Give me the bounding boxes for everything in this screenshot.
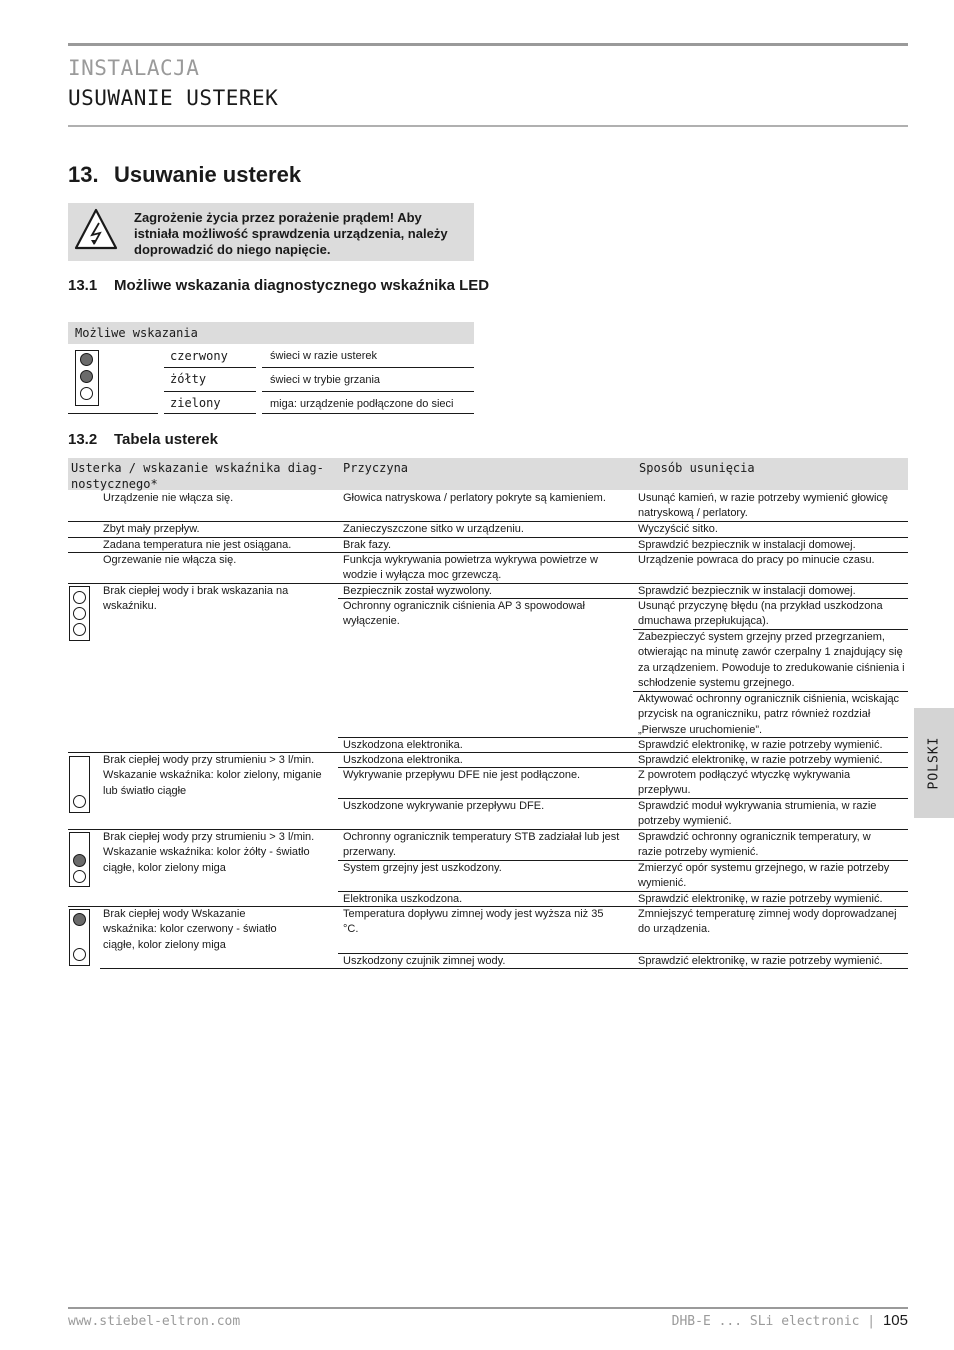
led-indicator-frame [75,350,99,406]
fault-cell: Ogrzewanie nie włącza się. [103,554,237,566]
header-title: USUWANIE USTEREK [68,86,279,110]
warning-box [68,203,474,261]
chapter-heading [68,162,301,188]
section-led-title: Możliwe wskazania diagnostycznego wskaźnika LED [114,277,490,294]
led-row-line [262,391,474,392]
cause-cell: Brak fazy. [343,539,392,551]
language-side-tab-label: POLSKI [926,736,942,790]
fault-cell: Zbyt mały przepływ. [103,523,200,535]
led-row-green-desc: miga: urządzenie podłączone do sieci [270,398,454,410]
remedy-cell: Sprawdzić bezpiecznik w instalacji domowej. [638,585,856,597]
remedy-cell: Sprawdzić moduł wykrywania strumienia, w razie potrzeby wymienić. [638,800,877,828]
led-row-line [164,413,256,414]
footer-product [672,1312,908,1329]
led-row-yellow-desc: świeci w trybie grzania [270,374,381,386]
header-line-top [68,43,908,46]
remedy-cell: Zmniejszyć temperaturę zimnej wody doprowadzanej do urządzenia. [638,908,897,936]
led-row-line [68,413,158,414]
footer-product-name: DHB-E ... SLi electronic | [671,1314,876,1329]
remedy-cell: Zmierzyć opór systemu grzejnego, w razie potrzeby wymienić. [638,862,890,890]
led-dot-green [73,870,86,883]
page-number: 105 [882,1312,908,1329]
section-led-number: 13.1 [68,277,98,294]
led-row-line [262,413,474,414]
led-row-line [164,391,256,392]
led-indicator-all-off [69,586,90,641]
remedy-cell: Sprawdzić elektronikę, w razie potrzeby wymienić. [638,893,883,905]
remedy-cell: Aktywować ochronny ogranicznik ciśnienia, wciskając przycisk na ograniczniku, patrz również rozdział „Pierwsze uruchomienie”. [638,693,900,736]
led-dot-green [73,948,86,961]
fault-cell: Urządzenie nie włącza się. [103,492,234,504]
cause-cell: Funkcja wykrywania powietrza wykrywa powietrze w wodzie i wyłącza moc grzewczą. [343,554,598,582]
led-row-red-desc: świeci w razie usterek [270,350,377,362]
led-dot-red [73,913,86,926]
cause-cell: Uszkodzony czujnik zimnej wody. [343,955,506,967]
warning-text: Zagrożenie życia przez porażenie prądem! Aby istniała możliwość sprawdzenia urządzenia, należy doprowadzić do niego napięcie. [134,210,448,257]
led-row-green-name: zielony [170,396,221,410]
cause-cell: Ochronny ogranicznik ciśnienia AP 3 spowodował wyłączenie. [343,600,585,628]
led-indicator-yellow-green [69,832,90,887]
footer-website[interactable]: www.stiebel-eltron.com [68,1314,241,1329]
led-dot-green [73,795,86,808]
led-indicator-red-green [69,909,90,966]
cause-cell: Elektronika uszkodzona. [343,893,463,905]
remedy-cell: Wyczyścić sitko. [638,523,718,535]
cause-cell: Uszkodzona elektronika. [343,754,463,766]
chapter-title: Usuwanie usterek [114,162,302,187]
led-dot-off [73,623,86,636]
remedy-cell: Usunąć przyczynę błędu (na przykład uszkodzona dmuchawa przepłukująca). [638,600,883,628]
fault-cell: Brak ciepłej wody i brak wskazania na wskaźniku. [103,585,289,613]
fault-table-header-remedy: Sposób usunięcia [633,458,908,490]
led-dot-yellow [73,854,86,867]
remedy-cell: Sprawdzić elektronikę, w razie potrzeby wymienić. [638,955,883,967]
fault-cell: Brak ciepłej wody przy strumieniu > 3 l/min. Wskazanie wskaźnika: kolor żółty - światło ciągłe, kolor zielony miga [103,831,315,874]
fault-cell: Brak ciepłej wody przy strumieniu > 3 l/min. Wskazanie wskaźnika: kolor zielony, miganie lub światło ciągłe [103,754,322,797]
fault-cell: Zadana temperatura nie jest osiągana. [103,539,292,551]
led-row-line [262,367,474,368]
cause-cell: Zanieczyszczone sitko w urządzeniu. [343,523,524,535]
led-dot-off [73,607,86,620]
cause-cell: Temperatura dopływu zimnej wody jest wyższa niż 35 °C. [343,908,604,936]
remedy-cell: Sprawdzić elektronikę, w razie potrzeby wymienić. [638,754,883,766]
led-dot-off [73,591,86,604]
header-section: INSTALACJA [68,56,200,80]
electric-hazard-icon [74,207,118,251]
remedy-cell: Sprawdzić bezpiecznik w instalacji domowej. [638,539,856,551]
cause-cell: Bezpiecznik został wyzwolony. [343,585,492,597]
cause-cell: Uszkodzone wykrywanie przepływu DFE. [343,800,545,812]
fault-table-header-fault: Usterka / wskazanie wskaźnika diag-nostycznego* [68,458,338,490]
led-row-yellow-name: żółty [170,372,207,386]
cause-cell: Głowica natryskowa / perlatory pokryte są kamieniem. [343,492,606,504]
language-side-tab[interactable] [914,708,954,818]
section-table-number: 13.2 [68,431,98,448]
fault-cell: Brak ciepłej wody Wskazanie wskaźnika: kolor czerwony - światło ciągłe, kolor zielony miga [103,908,277,951]
remedy-cell: Zabezpieczyć system grzejny przed przegrzaniem, otwierając na minutę zawór czerpalny 1 znajdujący się za urządzeniem. Powoduje to zredukowanie ciśnienia i schłodzenie systemu grzejnego. [638,631,905,690]
footer-line [68,1307,908,1309]
row-divider [100,968,908,969]
remedy-cell: Urządzenie powraca do pracy po minucie czasu. [638,554,875,566]
cause-cell: Ochronny ogranicznik temperatury STB zadziałał lub jest przerwany. [343,831,620,859]
remedy-cell: Sprawdzić elektronikę, w razie potrzeby wymienić. [638,739,883,751]
led-row-line [164,367,256,368]
remedy-cell: Usunąć kamień, w razie potrzeby wymienić głowicę natryskową / perlatory. [638,492,889,520]
cause-cell: Uszkodzona elektronika. [343,739,463,751]
fault-table-header-cause: Przyczyna [338,458,633,490]
cause-cell: System grzejny jest uszkodzony. [343,862,502,874]
header-line-bottom [68,125,908,127]
led-indicator-green [69,756,90,813]
section-table-title: Tabela usterek [114,431,218,448]
chapter-number: 13. [68,162,99,187]
led-table-header: Możliwe wskazania [68,322,474,344]
remedy-cell: Sprawdzić ochronny ogranicznik temperatury, w razie potrzeby wymienić. [638,831,871,859]
led-row-red-name: czerwony [170,349,228,363]
cause-cell: Wykrywanie przepływu DFE nie jest podłączone. [343,769,581,781]
remedy-cell: Z powrotem podłączyć wtyczkę wykrywania przepływu. [638,769,851,797]
